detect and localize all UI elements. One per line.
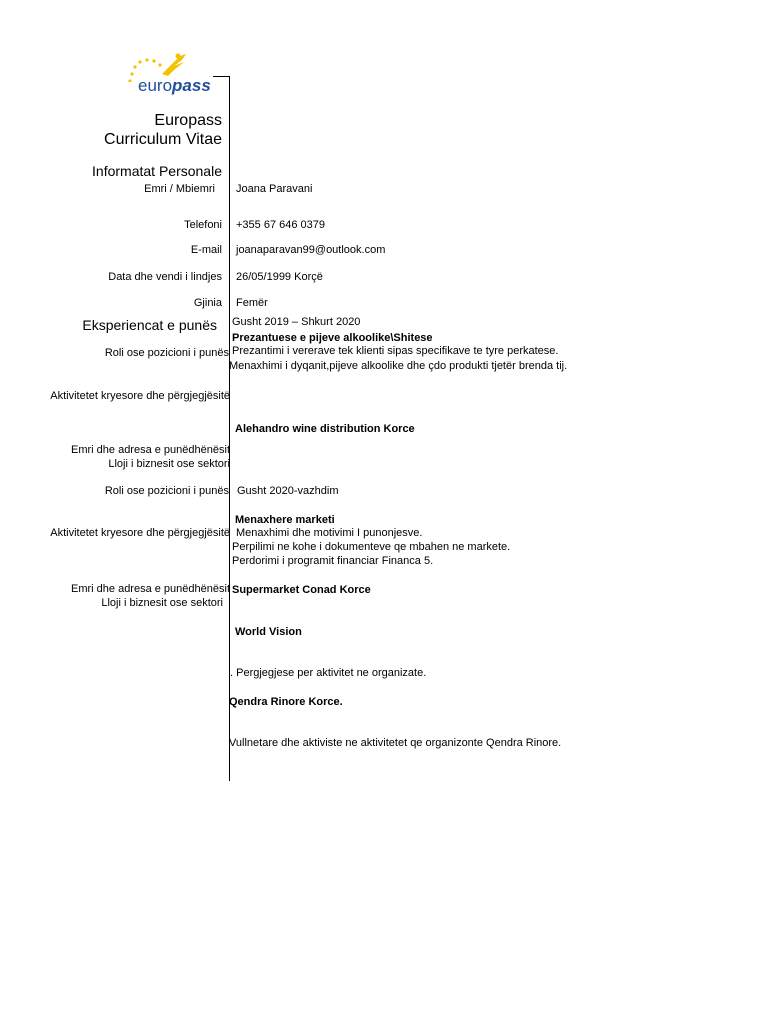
job1-employer-label: Emri dhe adresa e punëdhënësit xyxy=(71,444,230,456)
gender-label: Gjinia xyxy=(193,297,222,309)
experience-heading: Eksperiencat e punës xyxy=(82,317,217,333)
job2-employer: Supermarket Conad Korce xyxy=(232,584,371,596)
europass-wordmark: europass xyxy=(138,76,211,95)
gender-value: Femër xyxy=(236,297,268,309)
personal-info-heading: Informatat Personale xyxy=(92,163,222,179)
job1-activities-label: Aktivitetet kryesore dhe përgjegjësitë xyxy=(50,390,230,402)
job2-line3: Perdorimi i programit financiar Financa 5. xyxy=(232,555,434,567)
job3-employer: World Vision xyxy=(235,626,302,638)
phone-value: +355 67 646 0379 xyxy=(236,219,326,231)
job2-line1: Menaxhimi dhe motivimi I punonjesve. xyxy=(236,527,423,539)
job2-line2: Perpilimi ne kohe i dokumenteve qe mbahen ne markete. xyxy=(232,541,511,553)
job2-sector-label: Lloji i biznesit ose sektori xyxy=(101,597,223,609)
job4-employer: Qendra Rinore Korce. xyxy=(229,696,343,708)
job2-dates: Gusht 2020-vazhdim xyxy=(237,485,339,497)
job2-position: Menaxhere marketi xyxy=(235,514,335,526)
name-label: Emri / Mbiemri xyxy=(144,183,215,195)
job1-sector-label: Lloji i biznesit ose sektori xyxy=(108,458,230,470)
job2-employer-label: Emri dhe adresa e punëdhënësit xyxy=(71,583,230,595)
job2-role-label: Roli ose pozicioni i punës xyxy=(104,485,229,497)
title-curriculum-vitae: Curriculum Vitae xyxy=(104,131,222,148)
job1-role-label: Roli ose pozicioni i punës xyxy=(104,347,229,359)
email-value: joanaparavan99@outlook.com xyxy=(236,244,386,256)
europass-logo xyxy=(124,52,224,102)
job1-line2: Menaxhimi i dyqanit,pijeve alkoolike dhe çdo produkti tjetër brenda tij. xyxy=(229,360,568,372)
job1-employer: Alehandro wine distribution Korce xyxy=(235,423,415,435)
email-label: E-mail xyxy=(190,244,222,256)
phone-label: Telefoni xyxy=(184,219,222,231)
job1-line1: Prezantimi i vererave tek klienti sipas specifikave te tyre perkatese. xyxy=(232,345,559,357)
job2-activities-label: Aktivitetet kryesore dhe përgjegjësitë xyxy=(50,527,230,539)
header-rule xyxy=(213,76,230,77)
name-value: Joana Paravani xyxy=(236,183,313,195)
job3-line1: . Pergjegjese per aktivitet ne organizate. xyxy=(230,667,427,679)
job1-dates: Gusht 2019 – Shkurt 2020 xyxy=(232,316,361,328)
title-europass: Europass xyxy=(154,112,222,129)
birth-label: Data dhe vendi i lindjes xyxy=(108,271,222,283)
job1-position: Prezantuese e pijeve alkoolike\Shitese xyxy=(232,332,433,344)
job4-line1: Vullnetare dhe aktiviste ne aktivitetet qe organizonte Qendra Rinore. xyxy=(229,737,562,749)
birth-value: 26/05/1999 Korçë xyxy=(236,271,323,283)
